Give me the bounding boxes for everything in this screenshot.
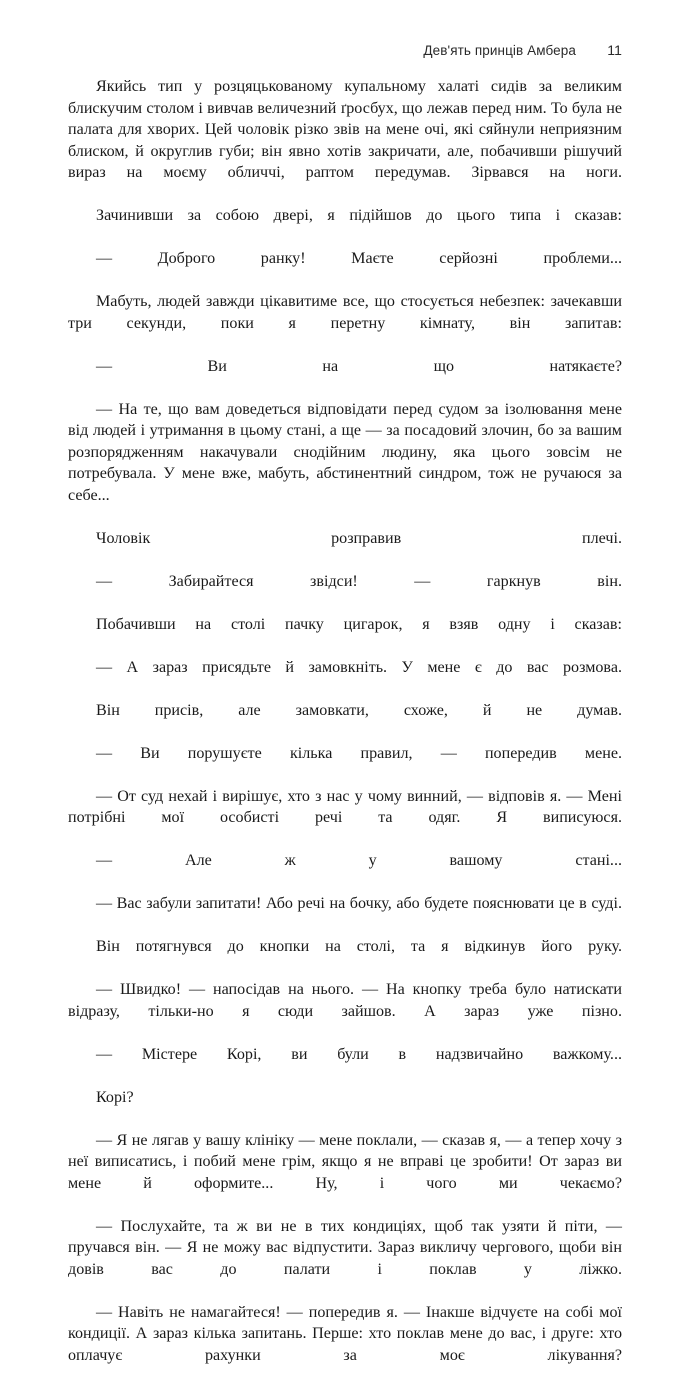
body-paragraph: — Послухайте, та ж ви не в тих кондиціях, щоб так узяти й піти, — пручався він. — Я не можу вас відпустити. Зараз викличу чергового, щоби він довів вас до палати і поклав у ліжко. [68,1217,622,1278]
body-paragraph: — Вас забули запитати! Або речі на бочку, або будете пояснювати це в суді. [96,895,622,912]
body-paragraph: Корі? [96,1088,134,1106]
body-text-block [68,76,622,1388]
body-paragraph: — Швидко! — напосідав на нього. — На кнопку треба було натискати відразу, тільки-но я сюди зайшов. А зараз уже пізно. [68,981,622,1020]
body-paragraph: Він присів, але замовкати, схоже, й не думав. [96,701,622,719]
body-paragraph: — Я не лягав у вашу клініку — мене поклали, — сказав я, — а тепер хочу з неї виписатись, і побий мене грім, якщо я не вправі це зробити! От зараз ви мене й оформите... Ну, і чого ми чекаємо? [68,1131,622,1192]
body-paragraph: — Ви порушуєте кілька правил, — попередив мене. [96,744,622,762]
header-page-number: 11 [607,42,622,58]
body-paragraph: — Але ж у вашому стані... [96,852,622,869]
body-paragraph: Зачинивши за собою двері, я підійшов до цього типа і сказав: [96,207,622,224]
running-header [68,41,622,63]
body-paragraph: Побачивши на столі пачку цигарок, я взяв одну і сказав: [96,615,622,633]
body-paragraph: Чоловік розправив плечі. [96,529,622,547]
body-paragraph: — На те, що вам доведеться відповідати перед судом за ізолювання мене від людей і утримання в цьому стані, а ще — за посадовий злочин, бо за вашим розпорядженням накачували снодійним людину, яка цього зовсім не потребувала. У мене вже, мабуть, абстинентний синдром, тож не ручаюся за себе... [68,400,622,504]
body-paragraph: — Забирайтеся звідси! — гаркнув він. [96,572,622,590]
body-paragraph: — А зараз присядьте й замовкніть. У мене є до вас розмова. [96,658,622,676]
body-paragraph: — Навіть не намагайтеся! — попередив я. — Інакше відчуєте на собі мої кондиції. А зараз кілька запитань. Перше: хто поклав мене до вас, і друге: хто оплачує рахунки за моє лікування? [68,1303,622,1364]
body-paragraph: Мабуть, людей завжди цікавитиме все, що стосується небезпек: зачекавши три секунди, поки я перетну кімнату, він запитав: [68,293,622,332]
body-paragraph: Він потягнувся до кнопки на столі, та я відкинув його руку. [96,938,622,955]
body-paragraph: — От суд нехай і вирішує, хто з нас у чому винний, — відповів я. — Мені потрібні мої особисті речі та одяг. Я виписуюся. [68,787,622,826]
body-paragraph: — Доброго ранку! Маєте серйозні проблеми... [96,250,622,267]
body-paragraph: Якийсь тип у розцяцькованому купальному халаті сидів за великим блискучим столом і вивчав величезний ґросбух, що лежав перед ним. То була не палата для хворих. Цей чоловік різко звів на мене очі, які сяйнули неприязним блиском, й округлив губи; він явно хотів закричати, але, побачивши рішучий вираз на моєму обличчі, раптом передумав. Зірвався на ноги. [68,78,622,181]
body-paragraph: — Містере Корі, ви були в надзвичайно важкому... [96,1045,622,1063]
header-book-title: Дев'ять принців Амбера [423,43,576,58]
body-paragraph: — Ви на що натякаєте? [96,357,622,375]
